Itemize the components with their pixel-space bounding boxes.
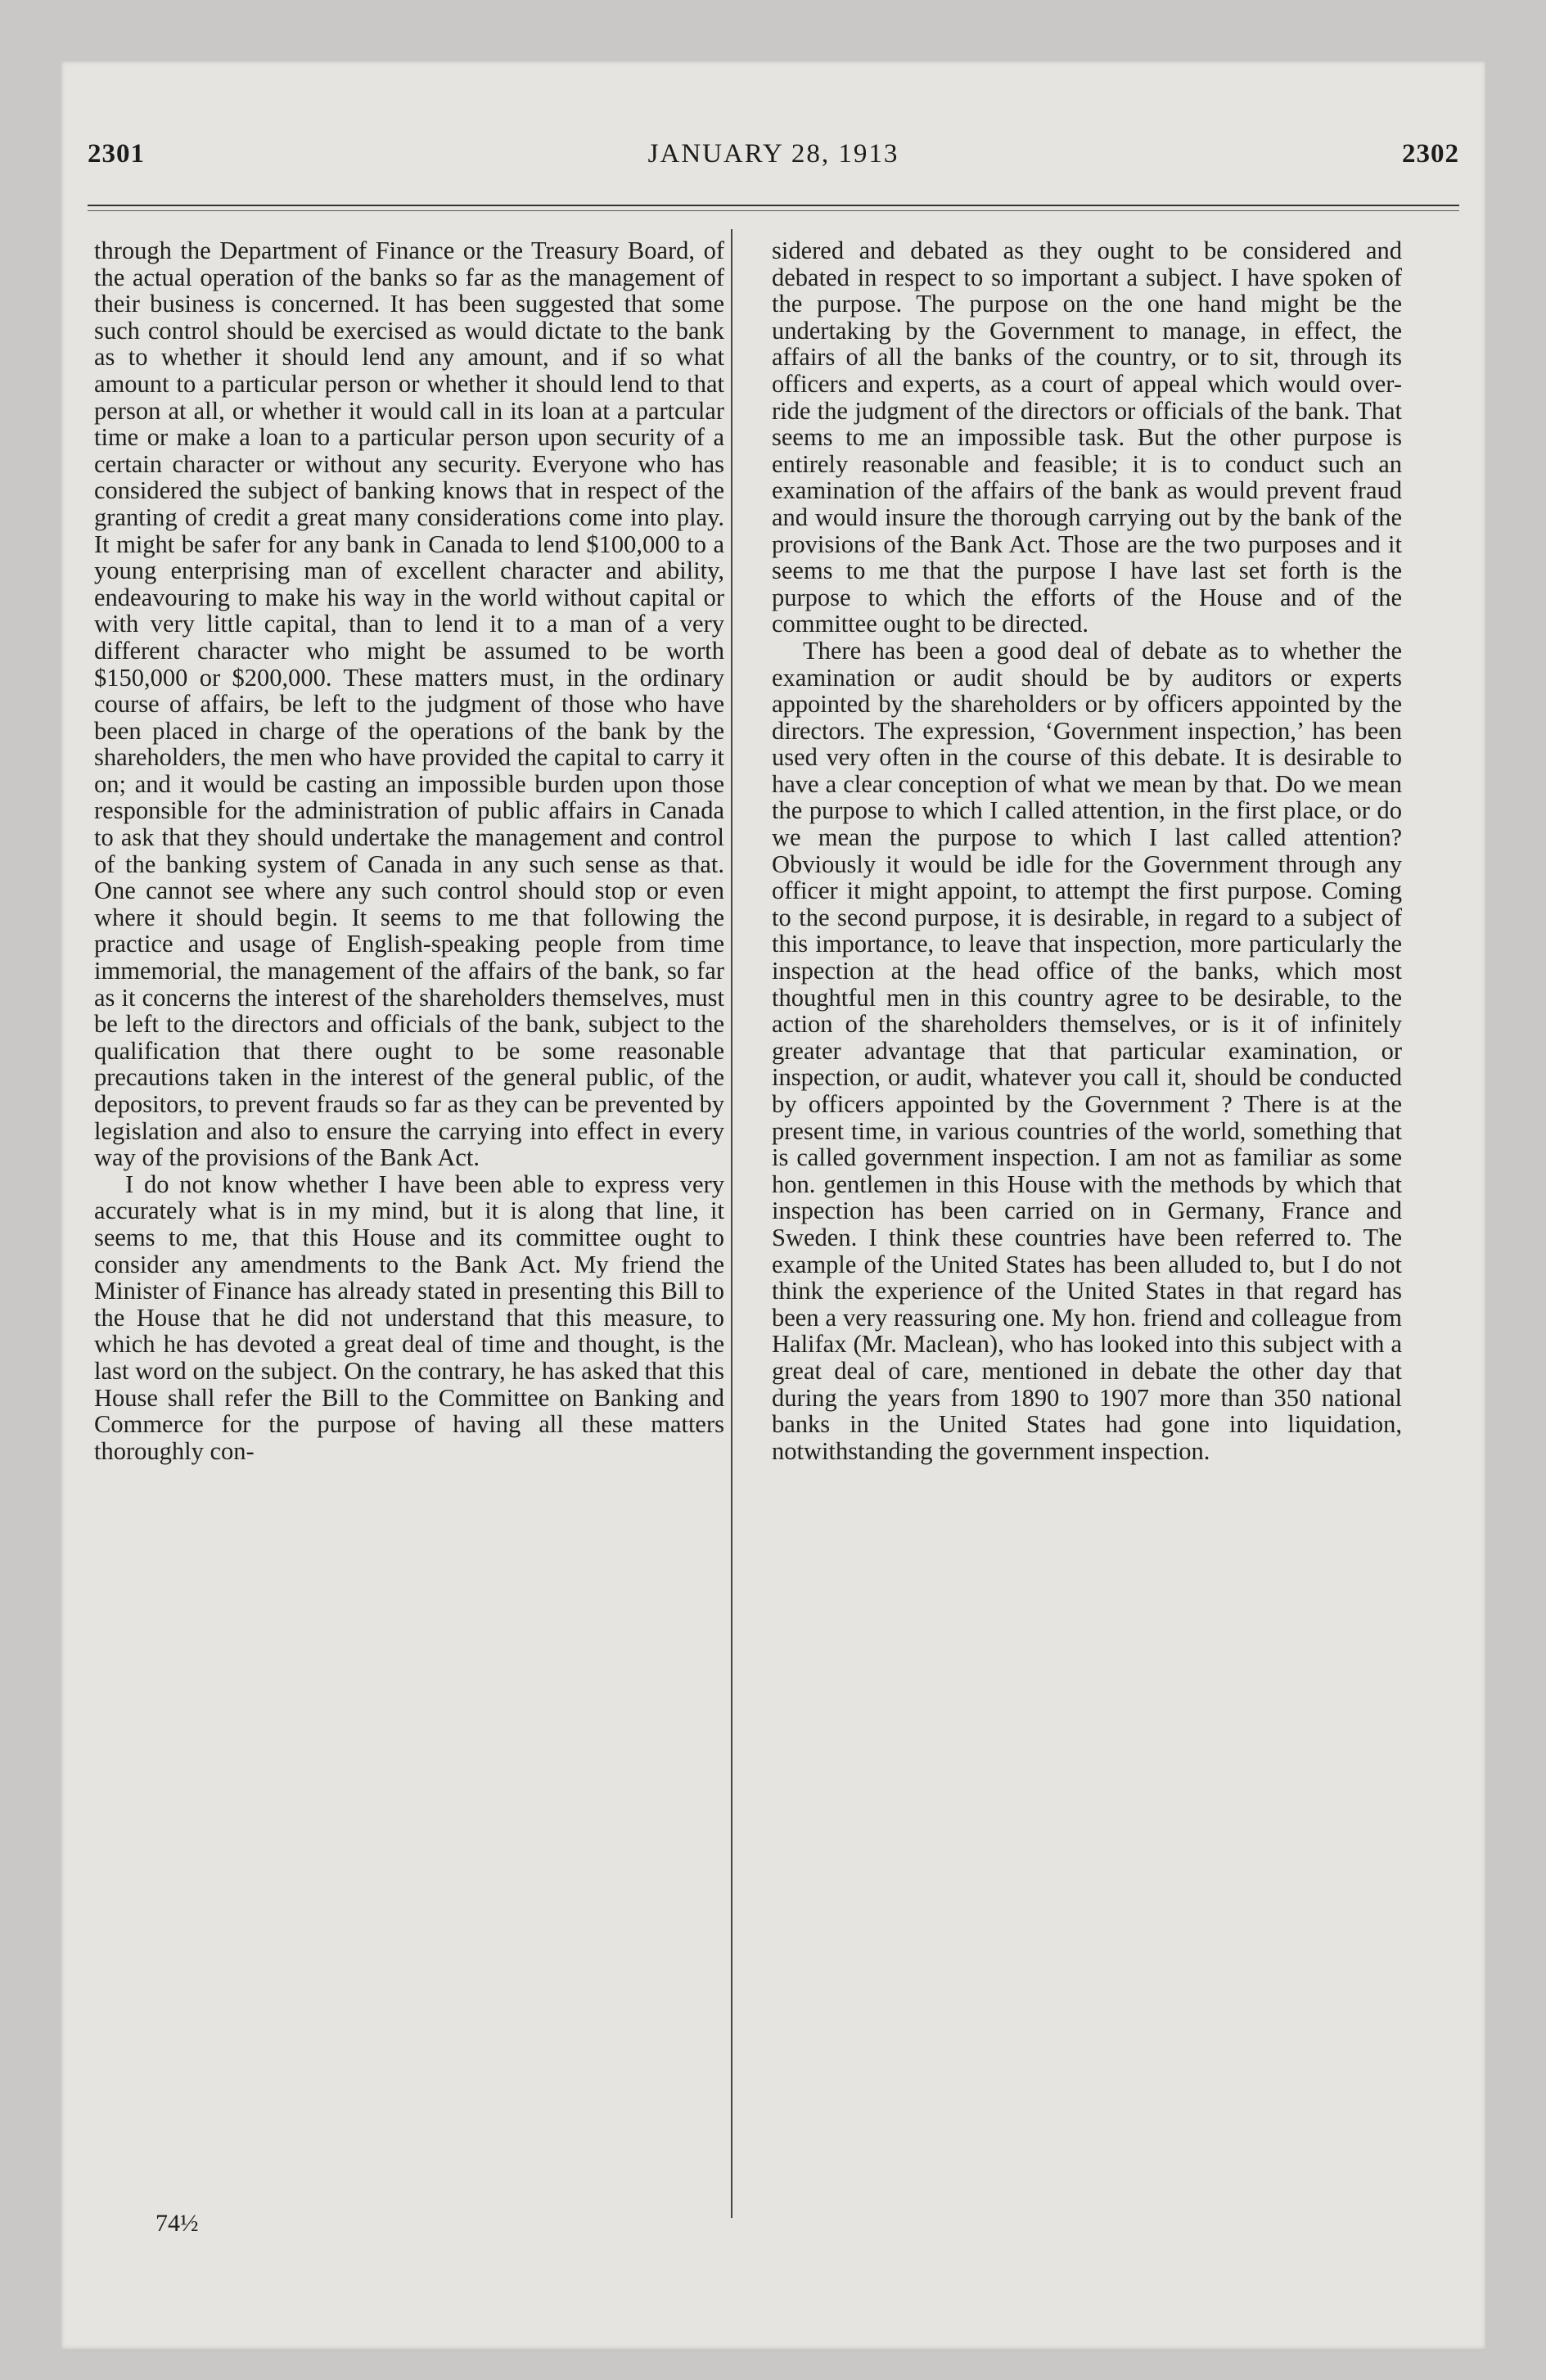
right-paragraph-1: sidered and debated as they ought to be considered and debated in respect to so important a subject. I have spoken of the purpose. The purpose on the one hand might be the undertaking by the Government to manage, in effect, the affairs of all the banks of the country, or to sit, through its officers and experts, as a court of appeal which would over-ride the judgment of the directors or officials of the bank. That seems to me an impossible task. But the other purpose is entirely reasonable and feasible; it is to conduct such an examination of the affairs of the bank as would prevent fraud and would insure the thorough carrying out by the bank of the provisions of the Bank Act. Those are the two purposes and it seems to me that the purpose I have last set forth is the purpose to which the efforts of the House and of the committee ought to be directed.: [772, 237, 1402, 638]
page-title: JANUARY 28, 1913: [647, 139, 899, 169]
page-header: [61, 139, 1485, 188]
left-column: [94, 237, 724, 2243]
left-paragraph-1: through the Department of Finance or the Treasury Board, of the actual operation of the banks so far as the management of their business is concerned. It has been suggested that some such control should be exercised as would dictate to the bank as to whether it should lend any amount, and if so what amount to a particular person or whether it should lend to that person at all, or whether it would call in its loan at a partcular time or make a loan to a particular person upon security of a certain character or without any security. Everyone who has considered the subject of banking knows that in respect of the granting of credit a great many considerations come into play. It might be safer for any bank in Canada to lend $100,000 to a young enterprising man of excellent character and ability, endeavouring to make his way in the world without capital or with very little capital, than to lend it to a man of a very different character who might be assumed to be worth $150,000 or $200,000. These matters must, in the ordinary course of affairs, be left to the judgment of those who have been placed in charge of the operations of the bank by the shareholders, the men who have provided the capital to carry it on; and it would be casting an impossible burden upon those responsible for the administration of public affairs in Canada to ask that they should undertake the management and control of the banking system of Canada in any such sense as that. One cannot see where any such control should stop or even where it should begin. It seems to me that following the practice and usage of English-speaking people from time immemorial, the management of the affairs of the bank, so far as it concerns the interest of the shareholders themselves, must be left to the directors and officials of the bank, subject to the qualification that there ought to be some reasonable precautions taken in the interest of the general public, of the depositors, to prevent frauds so far as they can be prevented by legislation and also to ensure the carrying into effect in every way of the provisions of the Bank Act.: [94, 237, 724, 1172]
header-rule-thin: [88, 210, 1459, 211]
page: [61, 61, 1485, 2349]
page-number-right: 2302: [1402, 139, 1459, 169]
signature-mark: 74½: [156, 2210, 199, 2237]
right-column: [772, 237, 1402, 2243]
column-divider: [731, 229, 732, 2218]
right-paragraph-2: There has been a good deal of debate as to whether the examination or audit should be by auditors or experts appointed by the shareholders or by officers appointed by the directors. The expression, ‘Government inspection,’ has been used very often in the course of this debate. It is desirable to have a clear conception of what we mean by that. Do we mean the purpose to which I called attention, in the first place, or do we mean the purpose to which I last called attention? Obviously it would be idle for the Government through any officer it might appoint, to attempt the first purpose. Coming to the second purpose, it is desirable, in regard to a subject of this importance, to leave that inspection, more particularly the inspection at the head office of the banks, which most thoughtful men in this country agree to be desirable, to the action of the shareholders themselves, or is it of infinitely greater advantage that that particular examination, or inspection, or audit, whatever you call it, should be conducted by officers appointed by the Government ? There is at the present time, in various countries of the world, something that is called government inspection. I am not as familiar as some hon. gentlemen in this House with the methods by which that inspection has been carried on in Germany, France and Sweden. I think these countries have been referred to. The example of the United States has been alluded to, but I do not think the experience of the United States in that regard has been a very reassuring one. My hon. friend and colleague from Halifax (Mr. Maclean), who has looked into this subject with a great deal of care, mentioned in debate the other day that during the years from 1890 to 1907 more than 350 national banks in the United States had gone into liquidation, notwithstanding the government inspection.: [772, 636, 1402, 1465]
header-rule: [88, 205, 1459, 206]
page-number-left: 2301: [88, 139, 145, 169]
left-paragraph-2: I do not know whether I have been able to express very accurately what is in my mind, but it is along that line, it seems to me, that this House and its committee ought to consider any amendments to the Bank Act. My friend the Minister of Finance has already stated in presenting this Bill to the House that he did not understand that this measure, to which he has devoted a great deal of time and thought, is the last word on the subject. On the contrary, he has asked that this House shall refer the Bill to the Committee on Banking and Commerce for the purpose of having all these matters thoroughly con-: [94, 1170, 724, 1465]
